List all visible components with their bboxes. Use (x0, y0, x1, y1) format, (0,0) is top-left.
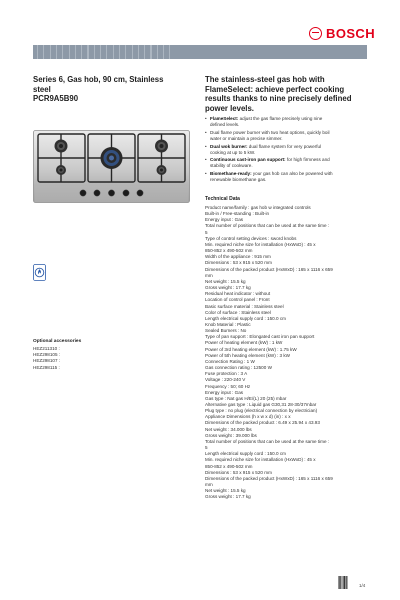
banner-stripes (33, 45, 183, 59)
spec-line: mm (205, 272, 213, 278)
banner-stripe (87, 45, 88, 59)
spec-line: Voltage : 220-240 V (205, 377, 246, 383)
barcode-bar (346, 576, 347, 589)
barcode-bar (343, 576, 344, 589)
spec-line: Energy input : Gas (205, 217, 244, 223)
accessory-item: HEZ298107 : (33, 358, 61, 364)
banner-stripe (138, 45, 139, 59)
model-number: PCR9A5B90 (33, 94, 79, 103)
spec-line: Length electrical supply cord : 150.0 cm (205, 315, 286, 321)
banner-stripe (94, 45, 95, 59)
gas-flame-symbol-icon (33, 264, 46, 281)
spec-line: Power of 3rd heating element (kW) : 1.75 kW (205, 346, 297, 352)
spec-line: Color of surface : Stainless steel (205, 309, 271, 315)
spec-line: Width of the appliance : 915 mm (205, 254, 271, 260)
spec-line: 850-852 x 490-502 mm (205, 248, 253, 254)
banner-stripe (56, 45, 57, 59)
spec-line: Sealed Burners : No (205, 328, 247, 334)
page-number: 1/4 (359, 583, 366, 588)
spec-line: Length electrical supply cord : 150.0 cm (205, 451, 286, 457)
spec-line: Gross weight : 17.7 kg (205, 494, 251, 500)
accessories-title: Optional accessories (33, 339, 82, 344)
headline-line: FlameSelect: achieve perfect cooking (205, 84, 345, 94)
spec-line: Gas type : Nat gas H/E/(L) 20 (25) mbar (205, 395, 287, 401)
banner-stripe (113, 45, 114, 59)
spec-line: Type of control setting devices : sword knobs (205, 235, 297, 241)
spec-line: Basic surface material : Stainless steel (205, 303, 284, 309)
banner-stripe (81, 45, 82, 59)
spec-line: mm (205, 482, 213, 488)
feature-item: • Biomethane-ready: your gas hob can also be powered with renewable biomethane gas. (205, 171, 373, 183)
spec-line: Dimensions of the packed product (HxWxD) : 165 x 1116 x 659 (205, 266, 333, 272)
banner-stripe (150, 45, 151, 59)
spec-line: Total number of positions that can be used at the same time : (205, 438, 330, 444)
banner-stripe (37, 45, 38, 59)
spec-line: Built-in / Free-standing : Built-in (205, 211, 270, 217)
banner-stripe (69, 45, 70, 59)
spec-line: Min. required niche size for installation (HxWxD) : 45 x (205, 457, 316, 463)
headline-line: results thanks to nine precisely defined (205, 94, 352, 104)
brand-name: BOSCH (326, 26, 375, 41)
feature-item: • Continuous cast-iron pan support: for high firmness and stability of cookware. (205, 157, 373, 169)
banner-stripe (75, 45, 76, 59)
banner-stripe (43, 45, 44, 59)
title-line: Series 6, Gas hob, 90 cm, Stainless (33, 75, 164, 84)
bosch-logo (309, 26, 375, 41)
banner-stripe (163, 45, 164, 59)
banner-stripe (125, 45, 126, 59)
spec-line: 5 (205, 445, 208, 451)
barcode-bar (339, 576, 340, 589)
bosch-armature-icon (309, 27, 322, 40)
accessory-item: HEZ211310 : (33, 346, 60, 351)
spec-line: Alternative gas type : Liquid gas G30,31 28-30/37mbar (205, 402, 317, 407)
technical-data-list (205, 205, 373, 501)
spec-line: Power of heating element (kW) : 1 kW (205, 340, 283, 346)
banner-stripe (132, 45, 133, 59)
header-banner (33, 45, 367, 59)
spec-line: Dimensions : 53 x 915 x 520 mm (205, 469, 272, 475)
spec-line: 5 (205, 229, 208, 235)
gas-hob-product-image (33, 130, 190, 203)
banner-stripe (169, 45, 170, 59)
accessory-item: HEZ298105 : (33, 352, 61, 358)
title-line: steel (33, 84, 51, 94)
feature-item: • FlameSelect: adjust the gas flame precisely using nine defined levels. (205, 116, 373, 128)
banner-stripe (50, 45, 51, 59)
barcode-icon (338, 576, 356, 589)
spec-line: Dimensions of the packed product : 6.49 x 25.94 x 43.93 (205, 420, 320, 426)
barcode-bar (344, 576, 345, 589)
spec-line: Net weight : 15.5 kg (205, 278, 246, 284)
spec-line: 850-852 x 490-502 mm (205, 463, 253, 469)
barcode-bar (339, 576, 340, 589)
product-title (33, 75, 188, 104)
barcode-bar (341, 576, 342, 589)
spec-line: Dimensions of the packed product (HxWxD) : 165 x 1116 x 659 (205, 475, 333, 481)
spec-line: Knob Material : Plastic (205, 321, 251, 327)
spec-line: Gross weight : 17.7 kg (205, 285, 251, 291)
technical-data-title: Technical Data (205, 196, 240, 202)
feature-item: • Dual flame power burner with two heat options, quickly boil water or maintain a precise simmer. (205, 130, 373, 142)
spec-line: Residual heat indicator : without (205, 291, 271, 297)
spec-line: Fuse protection : 3 A (205, 371, 248, 377)
spec-line: Gross weight : 39.000 lbs (205, 432, 257, 438)
feature-list (205, 116, 373, 185)
banner-stripe (100, 45, 101, 59)
product-headline (205, 75, 373, 113)
spec-line: Dimensions : 53 x 915 x 520 mm (205, 260, 272, 266)
feature-item: • Dual wok burner: dual flame system for very powerful cooking at up to 5 kW. (205, 144, 373, 156)
spec-line: Power of 5th heating element (kW) : 3 kW (205, 352, 291, 358)
spec-line: Connection Rating : 1 W (205, 358, 255, 364)
spec-line: Net weight : 15.5 kg (205, 488, 246, 494)
banner-stripe (157, 45, 158, 59)
spec-line: Plug type : no plug (electrical connection by electrician) (205, 408, 318, 414)
spec-line: Product name/family : gas hob w integrated controls (205, 205, 311, 210)
spec-line: Appliance Dimensions (h x w x d) (in) : x x (205, 414, 291, 420)
spec-line: Energy input : Gas (205, 389, 244, 395)
spec-line: Total number of positions that can be used at the same time : (205, 223, 330, 229)
spec-line: Location of control panel : Front (205, 297, 270, 303)
spec-line: Frequency : 50; 60 Hz (205, 383, 251, 389)
accessory-item: HEZ298115 : (33, 364, 60, 370)
headline-line: power levels. (205, 103, 254, 113)
spec-line: Min. required niche size for installation (HxWxD) : 45 x (205, 241, 316, 247)
spec-line: Net weight : 34.000 lbs (205, 426, 252, 432)
banner-stripe (144, 45, 145, 59)
banner-stripe (62, 45, 63, 59)
banner-stripe (119, 45, 120, 59)
spec-line: Gas connection rating : 12500 W (205, 365, 272, 371)
accessories-list (33, 346, 60, 371)
headline-line: The stainless-steel gas hob with (205, 75, 325, 84)
spec-line: Type of pan support : Elongated cast iron pan support (205, 334, 315, 340)
banner-stripe (106, 45, 107, 59)
